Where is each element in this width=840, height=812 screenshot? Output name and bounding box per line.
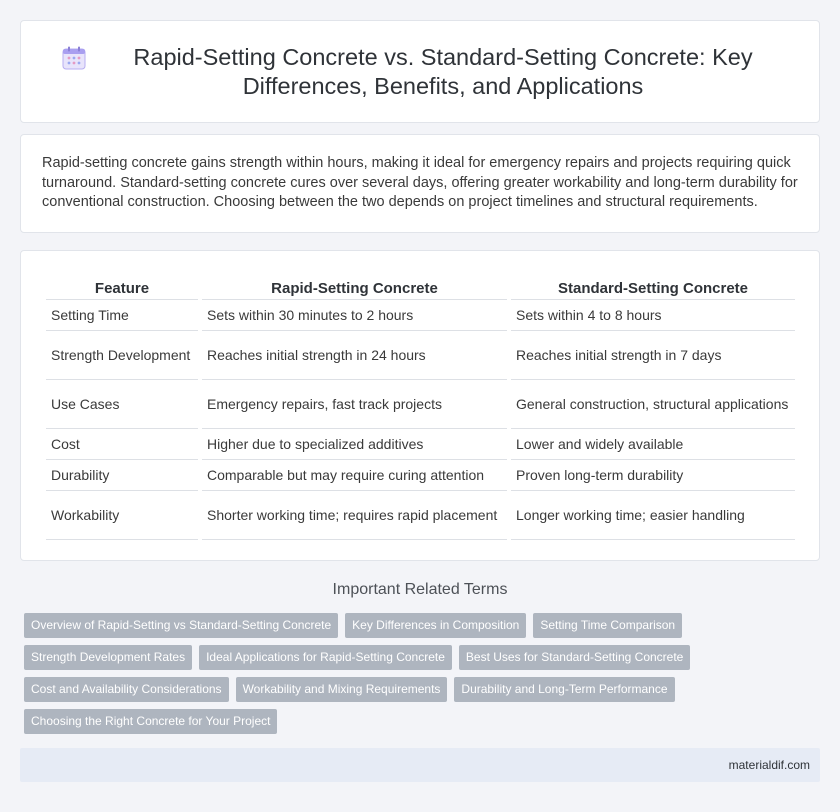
comparison-table [42,275,799,540]
table-row [46,460,795,491]
table-cell: Longer working time; easier handling [511,491,795,540]
table-cell: Proven long-term durability [511,460,795,491]
table-cell: Sets within 4 to 8 hours [511,300,795,331]
table-header-row [46,275,795,300]
intro-card [20,134,820,233]
table-cell: General construction, structural applications [511,380,795,429]
table-cell: Higher due to specialized additives [202,429,507,460]
tag-row [24,677,824,709]
table-cell: Reaches initial strength in 24 hours [202,331,507,380]
table-cell: Comparable but may require curing attention [202,460,507,491]
header-feature: Feature [46,275,198,300]
tag-row [24,645,824,677]
table-row [46,429,795,460]
table-row [46,380,795,429]
title-row [21,21,819,122]
title-card [20,20,820,123]
related-term-tag[interactable]: Choosing the Right Concrete for Your Project [24,709,277,734]
related-term-tag[interactable]: Durability and Long-Term Performance [454,677,674,702]
related-term-tag[interactable]: Setting Time Comparison [533,613,682,638]
related-term-tag[interactable]: Key Differences in Composition [345,613,526,638]
related-terms-tags [24,613,824,741]
comparison-card [20,250,820,561]
page-title: Rapid-Setting Concrete vs. Standard-Setting Concrete: Key Differences, Benefits, and Applications [133,43,753,99]
tag-row [24,613,824,645]
table-cell: Strength Development [46,331,198,380]
table-cell: Reaches initial strength in 7 days [511,331,795,380]
related-term-tag[interactable]: Workability and Mixing Requirements [236,677,448,702]
table-row [46,491,795,540]
table-cell: Workability [46,491,198,540]
table-cell: Durability [46,460,198,491]
intro-paragraph: Rapid-setting concrete gains strength within hours, making it ideal for emergency repairs and projects requiring quick turnaround. Standard-setting concrete cures over several days, offering greater workability and long-term durability for conventional construction. Choosing between the two depends on project timelines and structural requirements. [42,155,798,210]
table-cell: Setting Time [46,300,198,331]
related-term-tag[interactable]: Strength Development Rates [24,645,192,670]
table-cell: Shorter working time; requires rapid placement [202,491,507,540]
related-terms-title: Important Related Terms [332,581,508,598]
header-standard-setting: Standard-Setting Concrete [511,275,795,300]
table-cell: Use Cases [46,380,198,429]
table-cell: Lower and widely available [511,429,795,460]
footer-site-link[interactable]: materialdif.com [728,758,810,772]
table-row [46,331,795,380]
related-term-tag[interactable]: Best Uses for Standard-Setting Concrete [459,645,690,670]
related-term-tag[interactable]: Overview of Rapid-Setting vs Standard-Setting Concrete [24,613,338,638]
tag-row [24,709,824,741]
table-row [46,300,795,331]
table-cell: Sets within 30 minutes to 2 hours [202,300,507,331]
table-cell: Emergency repairs, fast track projects [202,380,507,429]
table-cell: Cost [46,429,198,460]
footer [20,748,820,782]
related-term-tag[interactable]: Cost and Availability Considerations [24,677,229,702]
header-rapid-setting: Rapid-Setting Concrete [202,275,507,300]
calendar-icon [61,45,87,71]
related-term-tag[interactable]: Ideal Applications for Rapid-Setting Concrete [199,645,452,670]
